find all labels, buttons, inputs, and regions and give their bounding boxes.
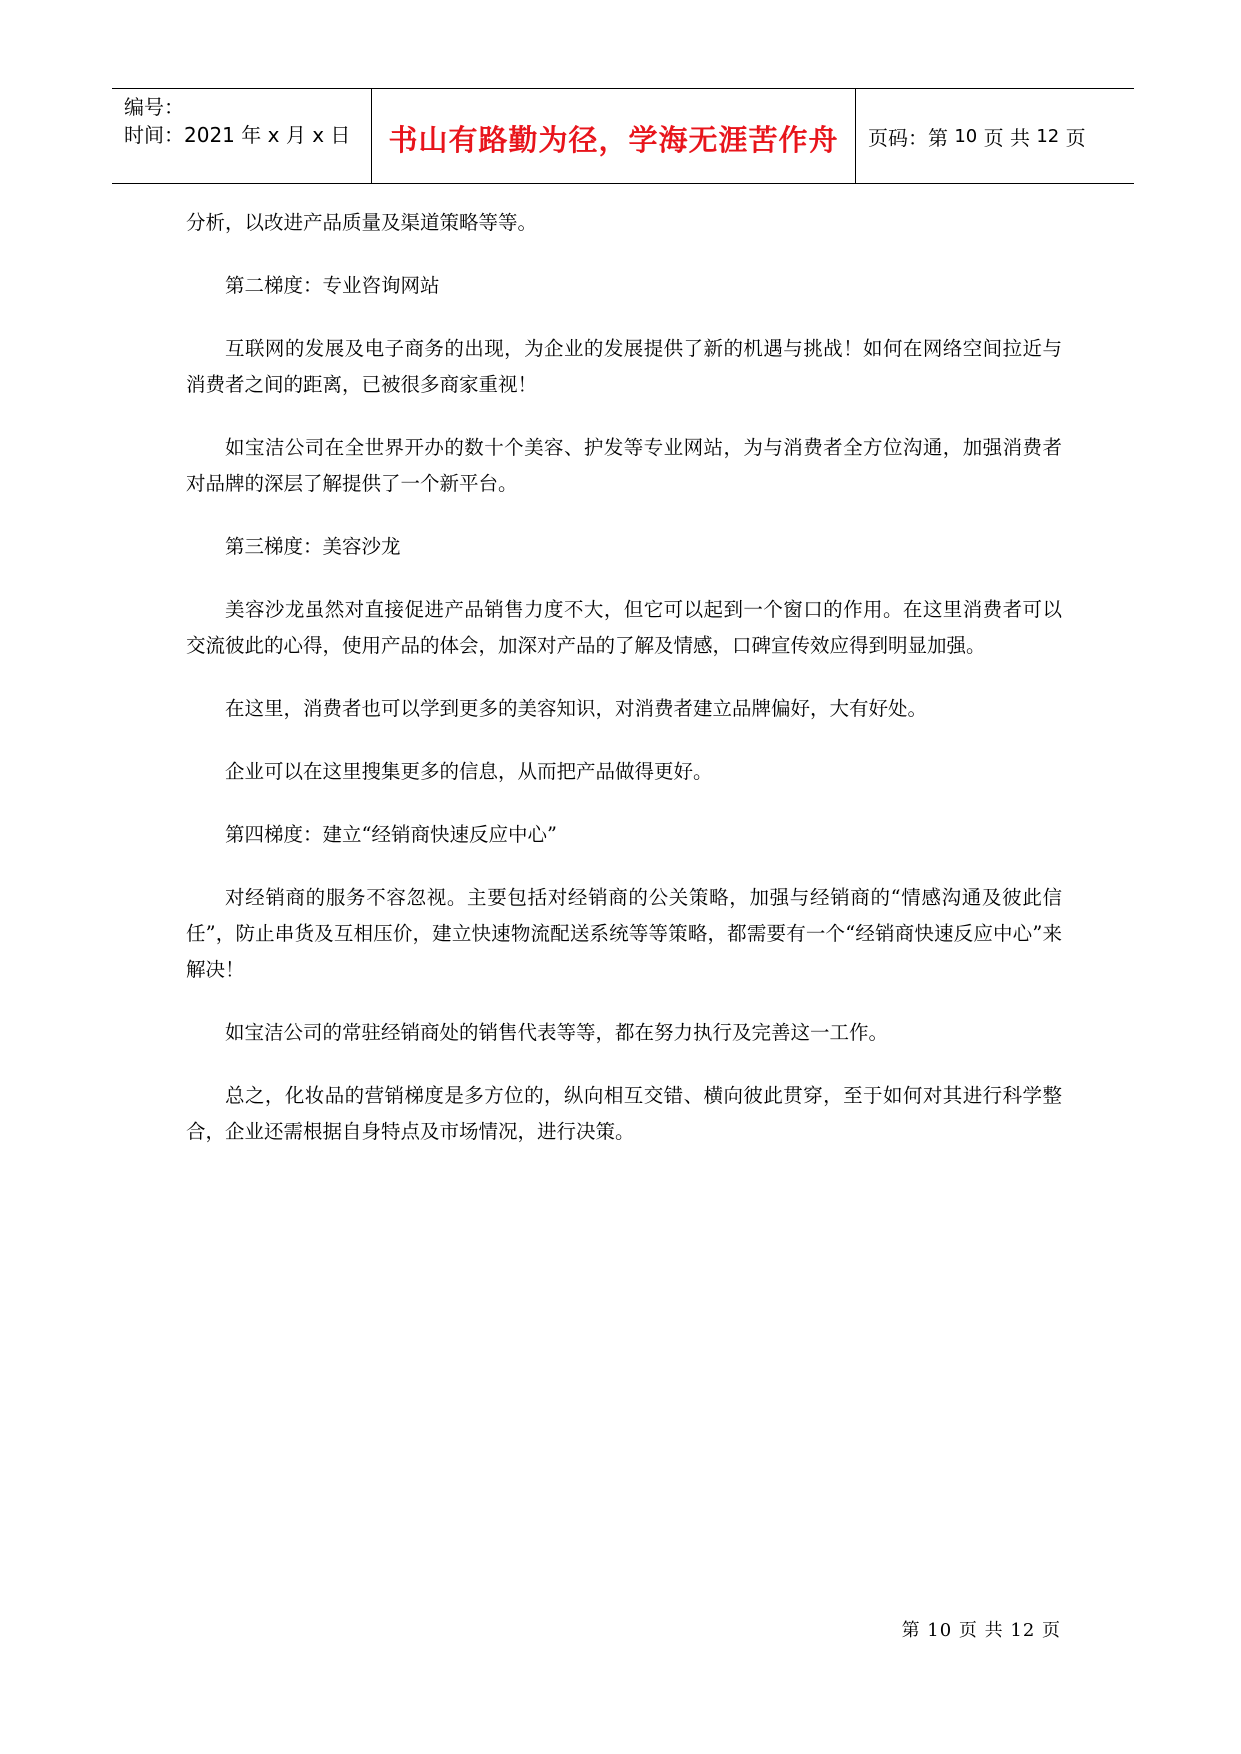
page-header	[112, 88, 1134, 184]
header-motto: 书山有路勤为径，学海无涯苦作舟	[372, 89, 856, 183]
paragraph: 美容沙龙虽然对直接促进产品销售力度不大，但它可以起到一个窗口的作用。在这里消费者可以交流彼此的心得，使用产品的体会，加深对产品的了解及情感，口碑宣传效应得到明显加强。	[186, 598, 1062, 657]
section-heading-tier-3: 第三梯度：美容沙龙	[225, 535, 401, 558]
document-body	[186, 205, 1062, 1177]
section-heading-tier-2: 第二梯度：专业咨询网站	[225, 274, 440, 297]
paragraph: 如宝洁公司的常驻经销商处的销售代表等等，都在努力执行及完善这一工作。	[225, 1021, 889, 1044]
document-time: 时间：2021 年 x 月 x 日	[124, 123, 351, 147]
paragraph-conclusion: 总之，化妆品的营销梯度是多方位的，纵向相互交错、横向彼此贯穿，至于如何对其进行科学整合，企业还需根据自身特点及市场情况，进行决策。	[186, 1084, 1062, 1143]
paragraph: 如宝洁公司在全世界开办的数十个美容、护发等专业网站，为与消费者全方位沟通，加强消费者对品牌的深层了解提供了一个新平台。	[186, 436, 1062, 495]
paragraph-continuation: 分析，以改进产品质量及渠道策略等等。	[186, 211, 538, 234]
paragraph: 互联网的发展及电子商务的出现，为企业的发展提供了新的机遇与挑战！如何在网络空间拉近与消费者之间的距离，已被很多商家重视！	[186, 337, 1062, 396]
paragraph: 企业可以在这里搜集更多的信息，从而把产品做得更好。	[225, 760, 713, 783]
header-meta	[112, 89, 372, 183]
section-heading-tier-4: 第四梯度：建立“经销商快速反应中心”	[225, 823, 557, 846]
document-number: 编号：	[124, 95, 184, 119]
paragraph: 对经销商的服务不容忽视。主要包括对经销商的公关策略，加强与经销商的“情感沟通及彼此信任”，防止串货及互相压价，建立快速物流配送系统等等策略，都需要有一个“经销商快速反应中心”来解决！	[186, 886, 1062, 981]
page-footer: 第 10 页 共 12 页	[901, 1620, 1061, 1641]
paragraph: 在这里，消费者也可以学到更多的美容知识，对消费者建立品牌偏好，大有好处。	[225, 697, 928, 720]
header-page-number: 页码：第 10 页 共 12 页	[868, 125, 1086, 150]
